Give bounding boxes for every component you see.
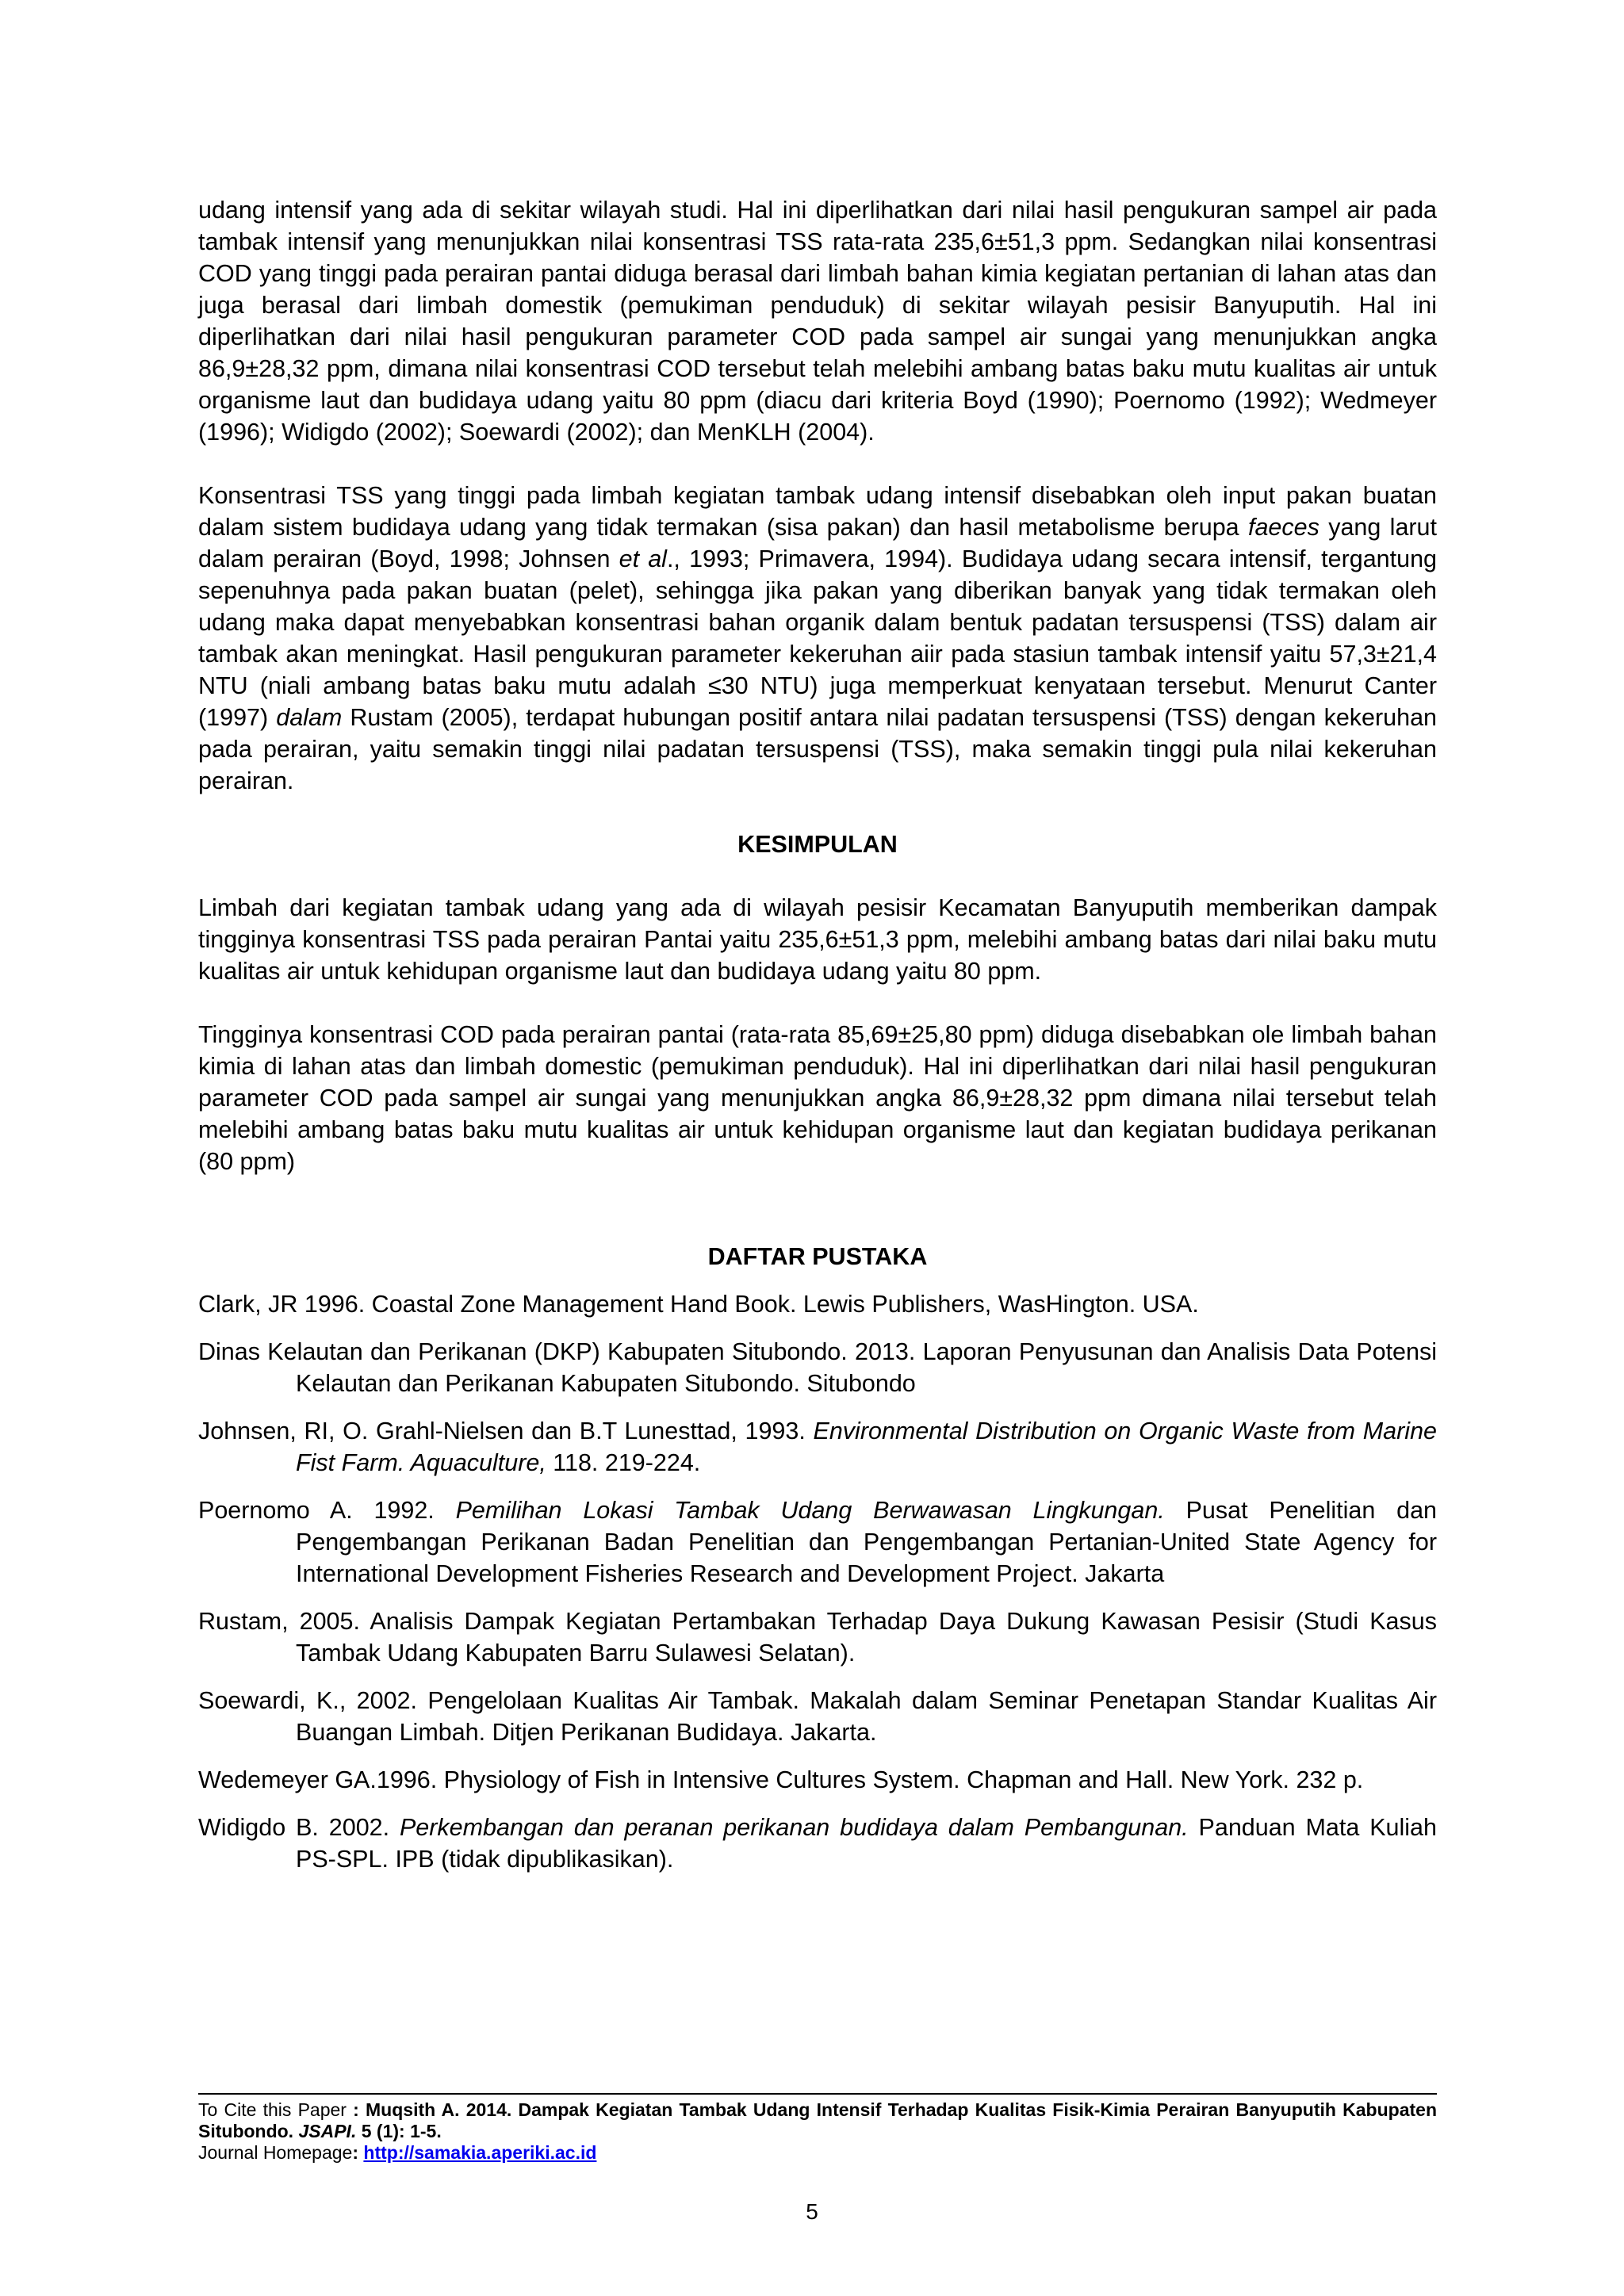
reference-item bbox=[198, 1415, 1437, 1479]
italic-text: Environmental Distribution on Organic Waste from Marine Fist Farm. Aquaculture, bbox=[296, 1418, 1437, 1476]
cite-label: To Cite this Paper bbox=[198, 2099, 354, 2120]
text-run: udang intensif yang ada di sekitar wilayah studi. Hal ini diperlihatkan dari nilai hasil pengukuran sampel air pada tambak intensif yang menunjukkan nilai konsentrasi TSS rata-rata 235,6±51,3 ppm. Sedangkan nilai konsentrasi COD yang tinggi pada perairan pantai diduga berasal dari limbah bahan kimia kegiatan pertanian di lahan atas dan juga berasal dari limbah domestik (pemukiman penduduk) di sekitar wilayah pesisir Banyuputih. Hal ini diperlihatkan dari nilai hasil pengukuran parameter COD pada sampel air sungai yang menunjukkan angka 86,9±28,32 ppm, dimana nilai konsentrasi COD tersebut telah melebihi ambang batas baku mutu kualitas air untuk organisme laut dan budidaya udang yaitu 80 ppm (diacu dari kriteria Boyd (1990); Poernomo (1992); Wedmeyer (1996); Widigdo (2002); Soewardi (2002); dan MenKLH (2004). bbox=[198, 197, 1437, 446]
citation-footer bbox=[198, 2093, 1437, 2164]
text-run: Rustam (2005), terdapat hubungan positif antara nilai padatan tersuspensi (TSS) dengan kekeruhan pada perairan, yaitu semakin tinggi nilai padatan tersuspensi (TSS), maka semakin tinggi pula nilai kekeruhan perairan. bbox=[198, 704, 1438, 794]
conclusion-paragraph-2: Tingginya konsentrasi COD pada perairan pantai (rata-rata 85,69±25,80 ppm) diduga disebabkan ole limbah bahan kimia di lahan atas dan limbah domestic (pemukiman penduduk). Hal ini diperlihatkan dari nilai hasil pengukuran parameter COD pada sampel air sungai yang menunjukkan angka 86,9±28,32 ppm dimana nilai tersebut telah melebihi ambang batas baku mutu kualitas air untuk kehidupan organisme laut dan kegiatan budidaya perikanan (80 ppm) bbox=[198, 1021, 1437, 1175]
reference-item bbox=[198, 1336, 1437, 1399]
italic-text: et al bbox=[619, 545, 667, 572]
references-heading: DAFTAR PUSTAKA bbox=[707, 1243, 928, 1270]
page-content bbox=[198, 194, 1437, 1891]
citation-text bbox=[198, 2099, 1437, 2142]
text-run: ., 1993; Primavera, 1994). Budidaya udang secara intensif, tergantung sepenuhnya pada pakan buatan (pelet), sehingga jika pakan yang diberikan banyak yang tidak termakan oleh udang maka dapat menyebabkan konsentrasi bahan organik dalam bentuk padatan tersuspensi (TSS) dalam air tambak akan meningkat. Hasil pengukuran parameter kekeruhan aiir pada stasiun tambak intensif yaitu 57,3±21,4 NTU (niali ambang batas baku mutu adalah ≤30 NTU) juga memperkuat kenyataan tersebut. Menurut Canter (1997) bbox=[198, 545, 1437, 731]
page-number: 5 bbox=[806, 2199, 818, 2224]
reference-list bbox=[198, 1288, 1437, 1875]
homepage-colon: : bbox=[352, 2142, 364, 2163]
text-run: Clark, JR 1996. Coastal Zone Management Hand Book. Lewis Publishers, WasHington. USA. bbox=[198, 1291, 1199, 1318]
homepage-link[interactable]: http://samakia.aperiki.ac.id bbox=[363, 2142, 597, 2163]
text-run: Poernomo A. 1992. bbox=[198, 1497, 456, 1524]
text-run: Widigdo B. 2002. bbox=[198, 1814, 400, 1841]
text-run: Panduan Mata Kuliah PS-SPL. IPB (tidak dipublikasikan). bbox=[296, 1814, 1437, 1873]
cite-journal: JSAPI. bbox=[298, 2121, 357, 2141]
body-paragraph-2 bbox=[198, 480, 1437, 797]
text-run: Pusat Penelitian dan Pengembangan Perikanan Badan Penelitian dan Pengembangan Pertanian-United State Agency for International Development Fisheries Research and Development Project. Jakarta bbox=[296, 1497, 1438, 1587]
reference-item bbox=[198, 1494, 1437, 1590]
text-run: Konsentrasi TSS yang tinggi pada limbah kegiatan tambak udang intensif disebabkan oleh input pakan buatan dalam sistem budidaya udang yang tidak termakan (sisa pakan) dan hasil metabolisme berupa bbox=[198, 482, 1437, 541]
reference-item bbox=[198, 1288, 1437, 1320]
text-run: Rustam, 2005. Analisis Dampak Kegiatan Pertambakan Terhadap Daya Dukung Kawasan Pesisir (Studi Kasus Tambak Udang Kabupaten Barru Sulawesi Selatan). bbox=[198, 1608, 1437, 1667]
italic-text: Perkembangan dan peranan perikanan budidaya dalam Pembangunan. bbox=[399, 1814, 1189, 1841]
text-run: Dinas Kelautan dan Perikanan (DKP) Kabupaten Situbondo. 2013. Laporan Penyusunan dan Analisis Data Potensi Kelautan dan Perikanan Kabupaten Situbondo. Situbondo bbox=[198, 1338, 1437, 1397]
reference-item bbox=[198, 1605, 1437, 1669]
text-run: 118. 219-224. bbox=[546, 1449, 701, 1476]
italic-text: faeces bbox=[1247, 514, 1320, 541]
cite-reference: : Muqsith A. 2014. Dampak Kegiatan Tambak Udang Intensif Terhadap Kualitas Fisik-Kimia Perairan Banyuputih Kabupaten Situbondo. bbox=[198, 2099, 1437, 2141]
reference-item bbox=[198, 1764, 1437, 1796]
text-run: Wedemeyer GA.1996. Physiology of Fish in Intensive Cultures System. Chapman and Hall. New York. 232 p. bbox=[198, 1766, 1364, 1793]
journal-homepage bbox=[198, 2142, 1437, 2164]
italic-text: dalam bbox=[276, 704, 343, 731]
conclusion-paragraph-1: Limbah dari kegiatan tambak udang yang ada di wilayah pesisir Kecamatan Banyuputih memberikan dampak tingginya konsentrasi TSS pada perairan Pantai yaitu 235,6±51,3 ppm, melebihi ambang batas dari nilai baku mutu kualitas air untuk kehidupan organisme laut dan budidaya udang yaitu 80 ppm. bbox=[198, 894, 1437, 985]
conclusion-heading: KESIMPULAN bbox=[737, 831, 898, 858]
cite-volume: 5 (1): 1-5. bbox=[356, 2121, 442, 2141]
reference-item bbox=[198, 1685, 1437, 1748]
reference-item bbox=[198, 1812, 1437, 1875]
text-run: yang larut dalam perairan (Boyd, 1998; Johnsen bbox=[198, 514, 1437, 572]
homepage-label: Journal Homepage bbox=[198, 2142, 353, 2163]
text-run: Johnsen, RI, O. Grahl-Nielsen dan B.T Lunesttad, 1993. bbox=[198, 1418, 814, 1445]
italic-text: Pemilihan Lokasi Tambak Udang Berwawasan Lingkungan. bbox=[455, 1497, 1165, 1524]
text-run: Soewardi, K., 2002. Pengelolaan Kualitas Air Tambak. Makalah dalam Seminar Penetapan Standar Kualitas Air Buangan Limbah. Ditjen Perikanan Budidaya. Jakarta. bbox=[198, 1687, 1437, 1746]
body-paragraph-1 bbox=[198, 194, 1437, 448]
